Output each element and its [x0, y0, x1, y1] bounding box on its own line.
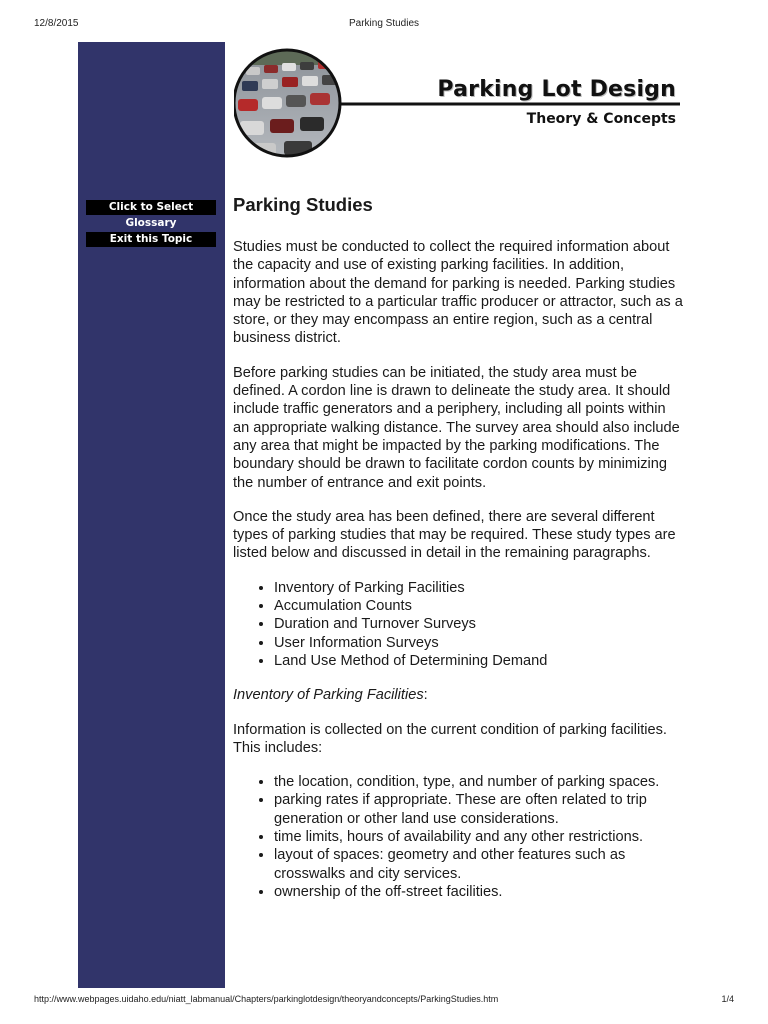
glossary-link[interactable]: Glossary	[125, 217, 177, 229]
sidebar	[78, 42, 225, 988]
list-item: • the location, condition, type, and number of parking spaces.	[274, 773, 683, 791]
print-footer	[34, 994, 734, 1008]
banner-title: Parking Lot Design	[437, 77, 676, 102]
list-item: • layout of spaces: geometry and other features such as crosswalks and city services.	[274, 846, 683, 883]
print-date: 12/8/2015	[34, 18, 79, 29]
section-heading-text: Inventory of Parking Facilities	[233, 687, 424, 704]
paragraph: Information is collected on the current condition of parking facilities. This includes:	[233, 721, 667, 756]
print-title: Parking Studies	[348, 18, 420, 29]
list-item: • parking rates if appropriate. These are often related to trip generation or other land use considerations.	[274, 791, 683, 828]
paragraph: Studies must be conducted to collect the required information about the capacity and use of existing parking facilities. In addition, information about the demand for parking is needed. Parking studies may be restricted to a particular traffic producer or attractor, such as a store, or they may encompass an entire region, such as a central business district.	[233, 239, 683, 347]
banner-subtitle: Theory & Concepts	[526, 111, 676, 127]
page-url: http://www.webpages.uidaho.edu/niatt_labmanual/Chapters/parkinglotdesign/theoryandconcepts/ParkingStudies.htm	[34, 994, 499, 1004]
banner	[234, 45, 684, 163]
list-item: • User Information Surveys	[274, 634, 683, 652]
section-heading-colon: :	[423, 687, 428, 704]
list-item: • Duration and Turnover Surveys	[274, 615, 683, 633]
page-title: Parking Studies	[233, 194, 373, 215]
list-item: • Accumulation Counts	[274, 597, 683, 615]
list-item: • ownership of the off-street facilities.	[274, 883, 683, 901]
print-header	[34, 18, 734, 32]
list-item: • time limits, hours of availability and any other restrictions.	[274, 828, 683, 846]
click-to-select-button[interactable]: Click to Select	[86, 200, 216, 215]
parking-lot-photo	[234, 45, 684, 163]
article	[233, 193, 683, 917]
paragraph: Once the study area has been defined, there are several different types of parking studies that may be required. These study types are listed below and discussed in detail in the remaining paragraphs.	[233, 508, 676, 562]
paragraph: Before parking studies can be initiated, the study area must be defined. A cordon line is drawn to delineate the study area. It should include traffic generators and a periphery, including all points within an appropriate walking distance. The survey area should also include any area that might be impacted by the parking modifications. The boundary should be drawn to facilitate cordon counts by minimizing the number of entrance and exit points.	[233, 364, 680, 491]
list-item: • Inventory of Parking Facilities	[274, 579, 683, 597]
exit-topic-button[interactable]: Exit this Topic	[86, 232, 216, 247]
page-number: 1/4	[721, 994, 734, 1004]
inventory-list	[233, 773, 683, 901]
section-heading	[233, 686, 683, 704]
list-item: • Land Use Method of Determining Demand	[274, 652, 683, 670]
study-types-list	[233, 579, 683, 670]
